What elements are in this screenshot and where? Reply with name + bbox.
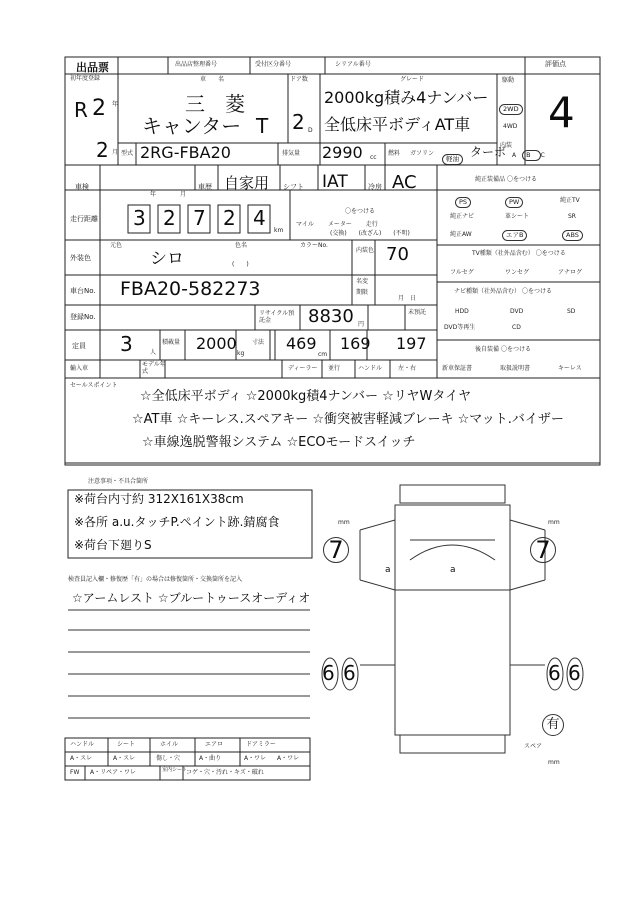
shift-label: シフト bbox=[283, 183, 304, 191]
import-handle: ハンドル bbox=[358, 365, 383, 372]
legend-v6: A・ワレ bbox=[277, 755, 300, 762]
displacement-label: 排気量 bbox=[282, 150, 301, 157]
length: 469 bbox=[286, 334, 317, 353]
notes-label: 注意事項・不具合箇所 bbox=[88, 478, 149, 485]
notes-line-3: ※荷台下廻りS bbox=[74, 538, 152, 552]
navi-label: ナビ種類（社外品含む） 〇をつける bbox=[454, 288, 552, 295]
sales-line-2: ☆AT車 ☆キーレス.スペアキー ☆衝突被害軽減ブレーキ ☆マット.バイザー bbox=[132, 412, 564, 427]
ac-label: 冷房 bbox=[368, 183, 382, 191]
legend-h4: エアロ bbox=[205, 741, 224, 748]
tire-rear-right-inner: 6 bbox=[548, 661, 561, 685]
load-label: 積載量 bbox=[162, 339, 181, 346]
recycle-amount: 8830 bbox=[308, 306, 354, 327]
inspection-label: 車検 bbox=[75, 183, 89, 191]
era: R bbox=[74, 98, 88, 122]
navi-dvd-play: DVD等再生 bbox=[444, 324, 476, 331]
tv-fullseg: フルセグ bbox=[450, 269, 474, 276]
color-paren: ( ) bbox=[232, 261, 249, 268]
fuel-gas: ガソリン bbox=[410, 150, 435, 157]
recycle-status: 未預託 bbox=[408, 309, 427, 316]
load: 2000 bbox=[196, 334, 237, 353]
score-label: 評価点 bbox=[545, 60, 566, 68]
rear-keyless: キーレス bbox=[558, 365, 582, 372]
drive-label: 駆動 bbox=[502, 77, 515, 84]
rear-label: 後自装備 〇をつける bbox=[475, 346, 531, 353]
ac: AC bbox=[392, 172, 417, 193]
first-reg-month: 2 bbox=[96, 138, 109, 162]
mileage-digit-5: 4 bbox=[253, 206, 266, 230]
shift: IAT bbox=[322, 172, 348, 192]
doors: 2 bbox=[292, 110, 305, 134]
tire-front-left: 7 bbox=[323, 537, 349, 563]
mileage-opts-2: (交換) (改ざん) (不明) bbox=[330, 230, 410, 237]
sales-line-3: ☆車線逸脱警報システム ☆ECOモードスイッチ bbox=[142, 435, 416, 450]
notes-line-2: ※各所 a.u.タッチP.ペイント跡.錆腐食 bbox=[74, 515, 280, 529]
year-suffix: 年 bbox=[112, 101, 119, 108]
import-parallel: 並行 bbox=[328, 365, 341, 372]
usage: 自家用 bbox=[224, 174, 270, 192]
legend-h5: ドアミラー bbox=[246, 741, 276, 748]
mark-front-center: a bbox=[450, 565, 456, 575]
import-lr: 左・右 bbox=[398, 365, 417, 372]
month-suffix: 月 bbox=[112, 149, 119, 156]
equip-navi: 純正ナビ bbox=[450, 213, 475, 220]
model: キャンター bbox=[142, 114, 242, 138]
form-title: 出品票 bbox=[76, 61, 109, 74]
chassis-label: 車台No. bbox=[70, 287, 96, 295]
mileage-opts: マイル メーター 走行 bbox=[296, 221, 378, 228]
grade-line2: 全低床平ボディAT車 bbox=[324, 115, 471, 134]
tv-oneseg: ワンセグ bbox=[505, 269, 530, 276]
reg-label: 登録No. bbox=[70, 313, 96, 321]
mileage-label: 走行距離 bbox=[70, 215, 98, 223]
height: 197 bbox=[396, 334, 427, 353]
inspection-unit-m: 月 bbox=[180, 191, 187, 198]
legend-seat-label: 室内シート bbox=[162, 767, 188, 773]
usage-label: 車歴 bbox=[198, 183, 212, 191]
type-code: 2RG-FBA20 bbox=[140, 143, 231, 162]
rear-warranty: 新車保証書 bbox=[442, 365, 473, 372]
legend-h3: ホイル bbox=[160, 741, 179, 748]
interior-grade: A B C bbox=[512, 151, 551, 159]
import-label: 輸入車 bbox=[70, 365, 89, 372]
legend-v5: A・ワレ bbox=[244, 755, 267, 762]
recycle-label: リサイクル預託金 bbox=[259, 310, 295, 325]
equip-aw: 純正AW bbox=[450, 231, 472, 238]
interior-color-label: 内装色 bbox=[356, 247, 375, 254]
equip-leather: 革シート bbox=[505, 213, 530, 220]
capacity: 3 bbox=[120, 332, 133, 356]
equip-sr: SR bbox=[568, 213, 576, 220]
dims-unit: cm bbox=[318, 351, 328, 358]
legend-h2: シート bbox=[117, 741, 136, 748]
tire-rear-right-outer: 6 bbox=[568, 661, 581, 685]
color-code-label: カラーNo. bbox=[300, 242, 328, 249]
tv-label: TV種類（社外品含む） 〇をつける bbox=[472, 250, 566, 257]
legend-h1: ハンドル bbox=[70, 741, 95, 748]
displacement: 2990 bbox=[322, 143, 363, 162]
inspection-unit-y: 年 bbox=[150, 191, 157, 198]
inspector-line: ☆アームレスト ☆ブルートゥースオーディオ bbox=[72, 591, 311, 605]
mileage-note: 〇をつける bbox=[345, 208, 376, 215]
inspector-label: 検査員記入欄・修復歴「有」の場合は修復箇所・交換箇所を記入 bbox=[68, 576, 243, 583]
mileage-unit: km bbox=[274, 227, 284, 234]
drive-2wd: 2WD bbox=[499, 98, 523, 115]
spare-label: スペア bbox=[524, 743, 543, 750]
grade-line1: 2000kg積み4ナンバー bbox=[324, 88, 489, 107]
spare-status: 有 bbox=[542, 714, 564, 736]
notes-line-1: ※荷台内寸約 312X161X38cm bbox=[74, 492, 244, 506]
field2-label: 受付区分番号 bbox=[255, 61, 292, 68]
mm-spare: mm bbox=[548, 759, 560, 766]
color: シロ bbox=[150, 249, 184, 269]
model-suffix: T bbox=[256, 114, 269, 138]
displacement-unit: cc bbox=[370, 154, 377, 161]
equip-abs: ABS bbox=[562, 230, 583, 241]
score-value: 4 bbox=[548, 88, 575, 137]
legend-fw-label: FW bbox=[70, 769, 80, 776]
interior-label: 内装 bbox=[500, 142, 513, 149]
legend-fw: A・リペア・ワレ bbox=[90, 769, 136, 776]
orig-color-label: 元色 bbox=[110, 242, 123, 249]
mileage-digit-4: 2 bbox=[223, 206, 236, 230]
sales-line-1: ☆全低床平ボディ ☆2000kg積4ナンバー ☆リヤWタイヤ bbox=[140, 389, 472, 404]
legend-seat: コゲ・穴・汚れ・キズ・破れ bbox=[186, 769, 264, 776]
legend-v1: A・スレ bbox=[70, 755, 93, 762]
name-change-label: 名変 bbox=[356, 278, 369, 285]
capacity-unit: 人 bbox=[150, 349, 157, 356]
mark-front-left: a bbox=[385, 565, 391, 575]
interior-color: 70 bbox=[386, 244, 409, 265]
first-reg-year: 2 bbox=[92, 96, 106, 121]
color-label: 外装色 bbox=[70, 254, 91, 262]
navi-dvd: DVD bbox=[510, 308, 524, 315]
sales-points-label: セールスポイント bbox=[70, 382, 118, 389]
mileage-digit-2: 2 bbox=[163, 206, 176, 230]
width: 169 bbox=[340, 334, 371, 353]
mileage-digit-1: 3 bbox=[133, 206, 146, 230]
deadline-label: 期限 bbox=[356, 289, 369, 296]
tire-front-right: 7 bbox=[530, 537, 556, 563]
first-reg-label: 初年度登録 bbox=[70, 75, 101, 82]
doors-label: ドア数 bbox=[290, 76, 308, 83]
grade-label: グレード bbox=[400, 76, 425, 83]
tire-rear-left-outer: 6 bbox=[322, 661, 335, 685]
load-unit: kg bbox=[237, 350, 245, 357]
equip-pw: PW bbox=[505, 197, 523, 208]
make-label: 車 名 bbox=[200, 76, 225, 83]
make: 三 菱 bbox=[185, 92, 245, 116]
tv-analog: アナログ bbox=[558, 269, 583, 276]
navi-cd: CD bbox=[512, 324, 521, 331]
import-dealer: ディーラー bbox=[288, 365, 318, 372]
field1-label: 出品店整理番号 bbox=[175, 61, 218, 68]
drive-4wd: 4WD bbox=[503, 123, 518, 130]
color-name-label: 色名 bbox=[235, 242, 248, 249]
truck-diagram bbox=[322, 485, 583, 753]
deadline-unit: 月 日 bbox=[398, 295, 417, 302]
equip-tv: 純正TV bbox=[560, 197, 580, 204]
chassis: FBA20-582273 bbox=[120, 278, 261, 300]
model-year-label: モデル年式 bbox=[142, 361, 166, 375]
mileage-digit-3: 7 bbox=[193, 206, 206, 230]
legend-v2: A・スレ bbox=[113, 755, 136, 762]
rear-manual: 取扱説明書 bbox=[500, 365, 531, 372]
dims-label: 寸法 bbox=[252, 339, 265, 346]
type-label: 型式 bbox=[121, 150, 134, 157]
fuel-turbo: ターボ bbox=[470, 145, 507, 159]
doors-suffix: D bbox=[308, 127, 313, 134]
equip-ps: PS bbox=[455, 197, 471, 208]
fuel-label: 燃料 bbox=[388, 150, 401, 157]
navi-hdd: HDD bbox=[455, 308, 469, 315]
mm-front-right: mm bbox=[548, 519, 560, 526]
capacity-label: 定員 bbox=[72, 342, 86, 350]
legend-v4: A・曲り bbox=[199, 755, 222, 762]
mm-front-left: mm bbox=[338, 519, 350, 526]
equipment-label: 純正装備品 〇をつける bbox=[475, 176, 537, 183]
recycle-unit: 円 bbox=[358, 321, 365, 328]
equip-airbag: エアB bbox=[502, 230, 527, 241]
fuel-diesel: 軽油 bbox=[442, 148, 463, 165]
legend-v3: 傷し・穴 bbox=[156, 755, 181, 762]
tire-rear-left-inner: 6 bbox=[343, 661, 356, 685]
field3-label: シリアル番号 bbox=[335, 61, 371, 68]
navi-sd: SD bbox=[567, 308, 576, 315]
